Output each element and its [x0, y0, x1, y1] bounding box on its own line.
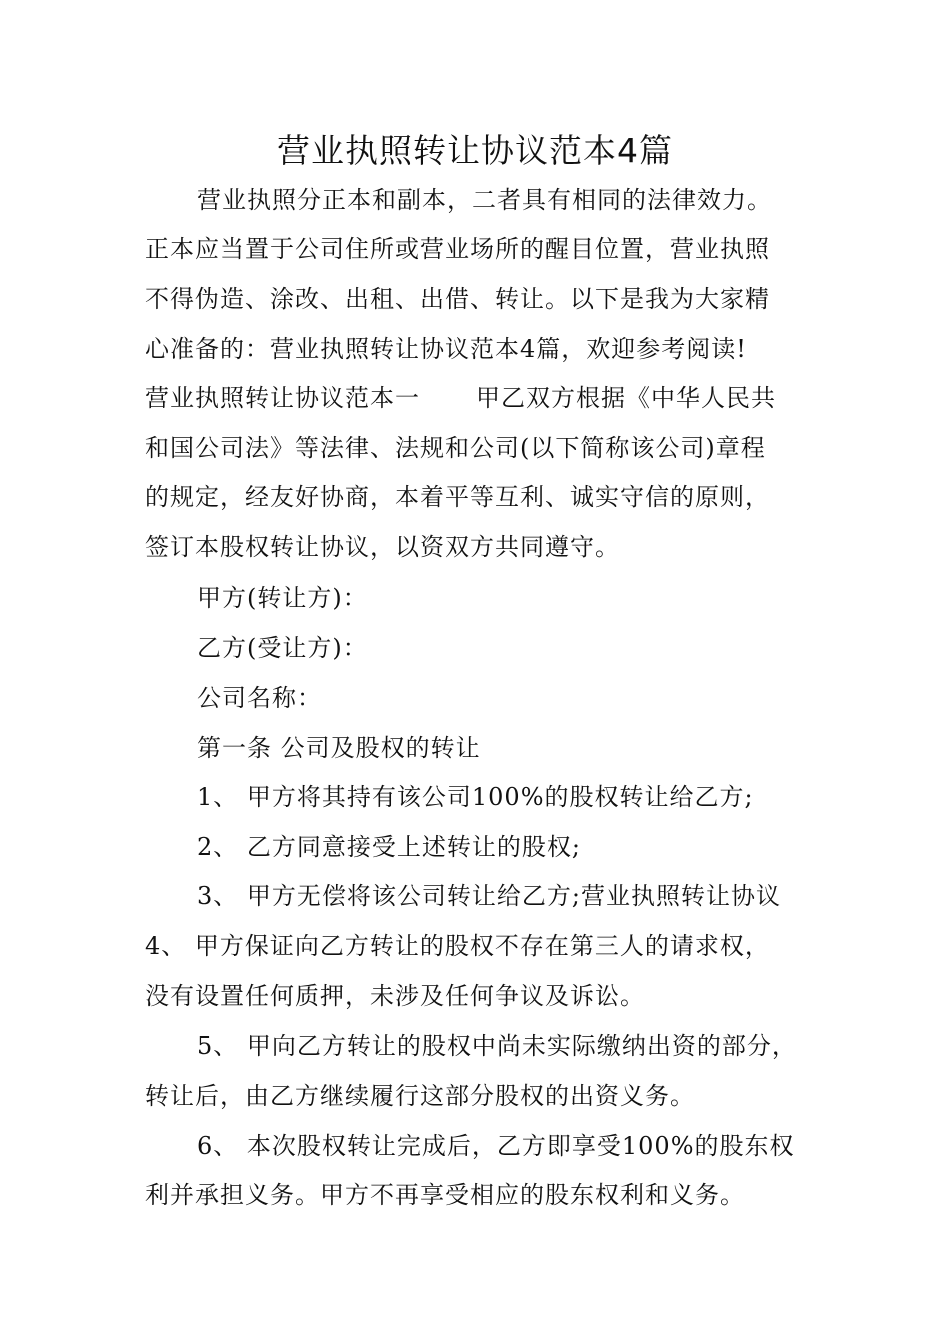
section-heading-line — [145, 380, 776, 416]
clause-item: 6、 本次股权转让完成后，乙方即享受100%的股东权 — [197, 1132, 795, 1160]
document-title: 营业执照转让协议范本4篇 — [277, 131, 673, 170]
company-name-label: 公司名称： — [197, 684, 322, 712]
paragraph-text: 甲乙双方根据《中华人民共 — [476, 384, 776, 412]
clause-item: 4、 甲方保证向乙方转让的股权不存在第三人的请求权， — [145, 932, 770, 960]
section-heading: 营业执照转让协议范本一 — [145, 384, 420, 412]
clause-item: 2、 乙方同意接受上述转让的股权; — [197, 833, 581, 861]
clause-item: 5、 甲向乙方转让的股权中尚未实际缴纳出资的部分， — [197, 1032, 797, 1060]
paragraph-line: 和国公司法》等法律、法规和公司(以下简称该公司)章程 — [145, 434, 766, 462]
paragraph-line: 的规定，经友好协商，本着平等互利、诚实守信的原则， — [145, 483, 770, 511]
clause-item: 3、 甲方无偿将该公司转让给乙方;营业执照转让协议 — [197, 882, 781, 910]
party-a-label: 甲方(转让方)： — [197, 584, 368, 612]
paragraph-line: 不得伪造、涂改、出租、出借、转让。以下是我为大家精 — [145, 285, 770, 313]
paragraph-line: 签订本股权转让协议，以资双方共同遵守。 — [145, 533, 620, 561]
article-heading: 第一条 公司及股权的转让 — [197, 734, 481, 762]
paragraph-line: 正本应当置于公司住所或营业场所的醒目位置，营业执照 — [145, 235, 770, 263]
paragraph-line: 没有设置任何质押，未涉及任何争议及诉讼。 — [145, 982, 645, 1010]
paragraph-line: 心准备的：营业执照转让协议范本4篇，欢迎参考阅读! — [145, 335, 747, 363]
paragraph-line: 营业执照分正本和副本，二者具有相同的法律效力。 — [197, 186, 772, 214]
party-b-label: 乙方(受让方)： — [197, 634, 368, 662]
clause-item: 1、 甲方将其持有该公司100%的股权转让给乙方; — [197, 783, 754, 811]
paragraph-line: 转让后，由乙方继续履行这部分股权的出资义务。 — [145, 1082, 695, 1110]
paragraph-line: 利并承担义务。甲方不再享受相应的股东权利和义务。 — [145, 1181, 745, 1209]
